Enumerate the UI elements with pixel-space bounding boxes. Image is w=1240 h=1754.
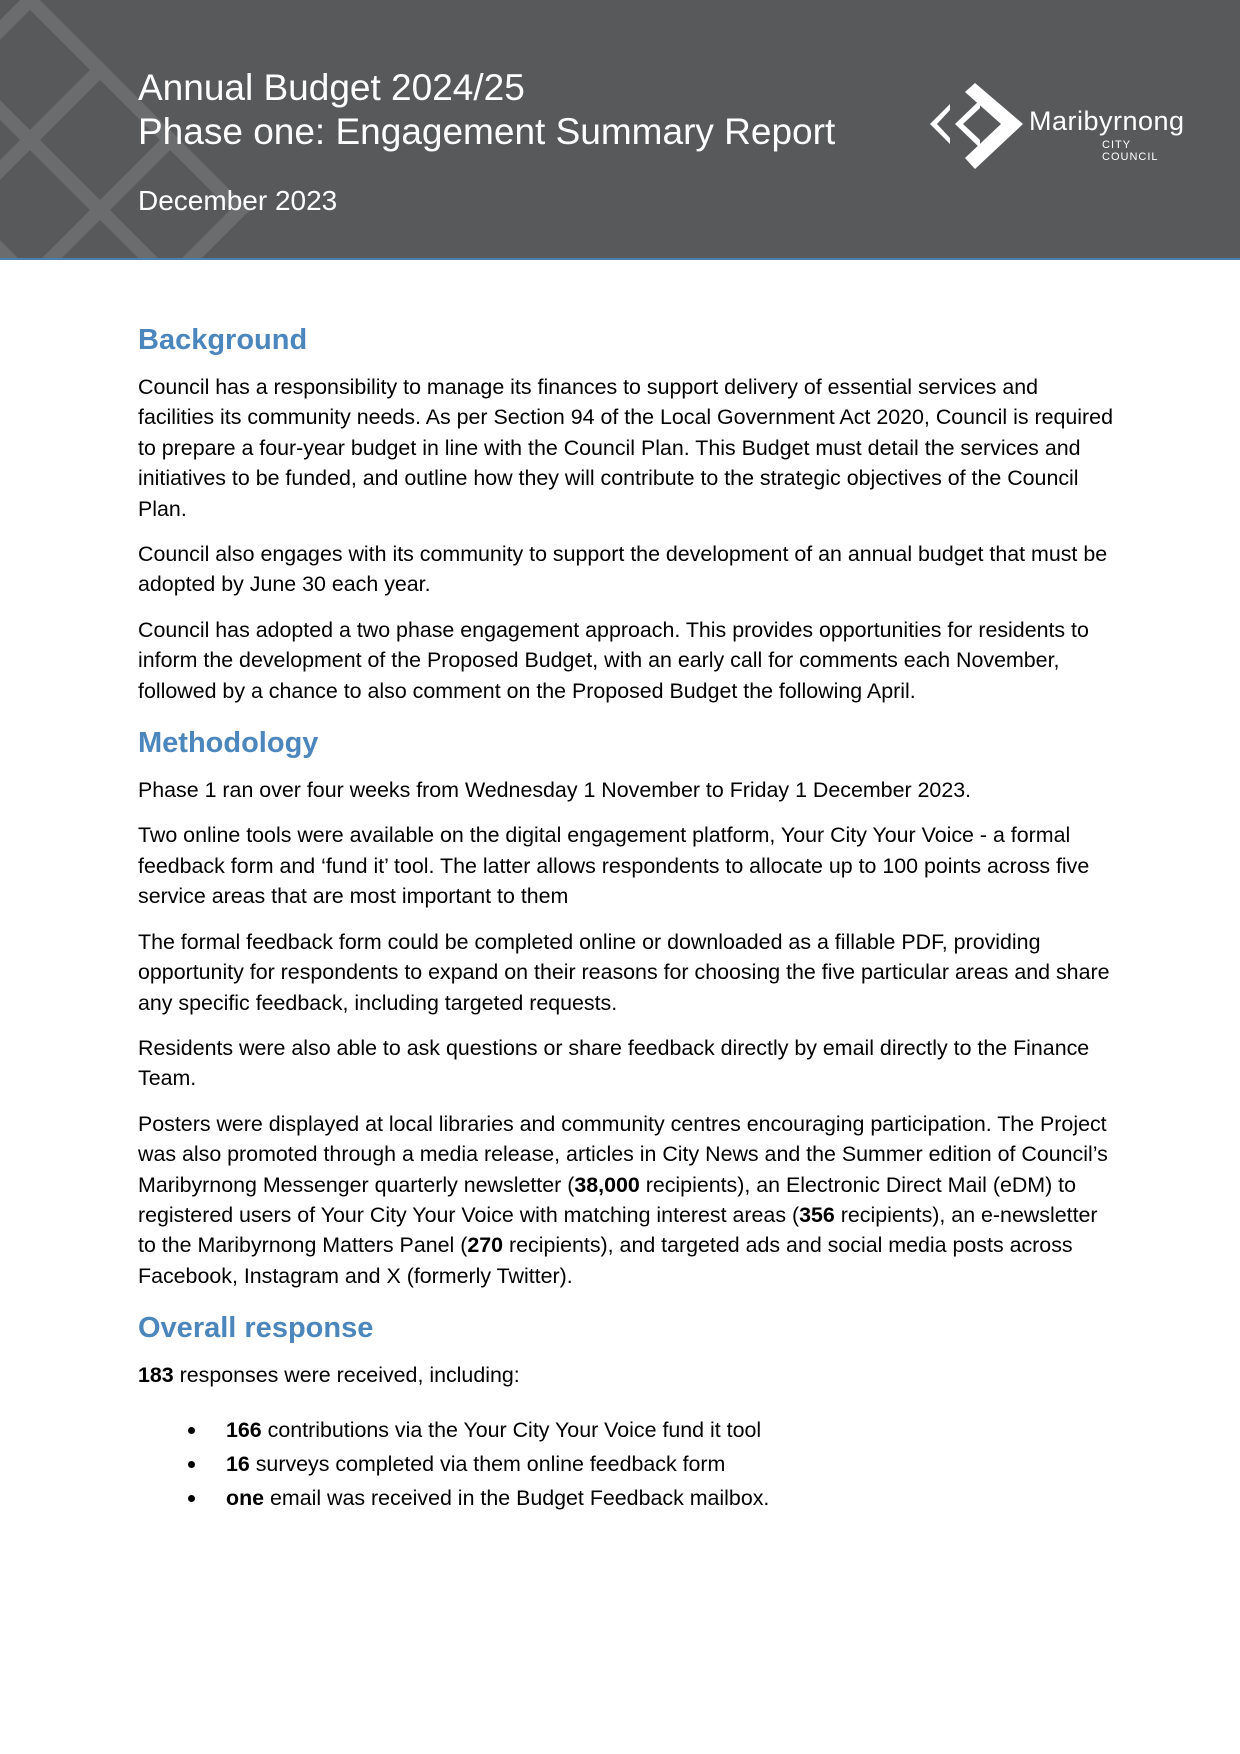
edm-recipients: 356 (799, 1202, 835, 1227)
item-text: surveys completed via them online feedback form (249, 1451, 726, 1476)
methodology-section (138, 721, 1118, 1291)
methodology-paragraph-5 (138, 1109, 1118, 1291)
methodology-paragraph-1: Phase 1 ran over four weeks from Wednesday 1 November to Friday 1 December 2023. (138, 778, 972, 803)
overall-response-section (138, 1306, 1118, 1514)
response-list (138, 1413, 1118, 1515)
item-count: one (226, 1485, 265, 1510)
title-line-2: Phase one: Engagement Summary Report (138, 111, 836, 152)
report-date: December 2023 (138, 185, 338, 216)
report-title (138, 66, 835, 154)
background-heading: Background (138, 324, 308, 356)
council-logo (925, 78, 1185, 173)
text-run: recipients), an Electronic Direct Mail (eDM) to registered users of Your City Your Voice with matching interest areas ( (138, 1172, 1077, 1227)
overall-response-lead (138, 1360, 1118, 1390)
methodology-paragraph-3: The formal feedback form could be completed online or downloaded as a fillable PDF, providing opportunity for respondents to expand on their reasons for choosing the five particular areas and share any specific feedback, including targeted requests. (138, 929, 1110, 1015)
panel-recipients: 270 (467, 1233, 504, 1258)
total-responses: 183 (138, 1363, 174, 1388)
text-run: recipients), and targeted ads and social media posts across Facebook, Instagram and X (formerly Twitter). (138, 1233, 1073, 1288)
logo-name: Maribyrnong (1029, 106, 1185, 136)
background-paragraph-3: Council has adopted a two phase engagement approach. This provides opportunities for residents to inform the development of the Proposed Budget, with an early call for comments each November, followed by a chance to also comment on the Proposed Budget the following April. (138, 617, 1089, 703)
methodology-heading: Methodology (138, 727, 319, 760)
newsletter-recipients: 38,000 (574, 1172, 640, 1197)
list-item (188, 1481, 1118, 1515)
overall-response-heading: Overall response (138, 1312, 374, 1345)
item-count: 166 (226, 1417, 262, 1442)
logo-mark-icon (925, 78, 1025, 173)
item-text: email was received in the Budget Feedback mailbox. (264, 1485, 770, 1510)
background-paragraph-2: Council also engages with its community to support the development of an annual budget that must be adopted by June 30 each year. (138, 542, 1108, 597)
report-body (138, 318, 1118, 1515)
text-run: Posters were displayed at local libraries and community centres encouraging participation. The Project was also promoted through a media release, articles in City News and the Summer edition of Council’s Maribyrnong Messenger quarterly newsletter ( (138, 1111, 1108, 1197)
item-text: contributions via the Your City Your Voice fund it tool (261, 1417, 762, 1442)
list-item (188, 1413, 1118, 1447)
methodology-paragraph-2: Two online tools were available on the digital engagement platform, Your City Your Voice - a formal feedback form and ‘fund it’ tool. The latter allows respondents to allocate up to 100 points across five service areas that are most important to them (138, 823, 1090, 909)
text-run: responses were received, including: (173, 1363, 520, 1388)
list-item (188, 1447, 1118, 1481)
text-run: recipients), an e-newsletter to the Maribyrnong Matters Panel ( (138, 1202, 1098, 1258)
logo-subtitle: CITY COUNCIL (1102, 139, 1159, 163)
background-paragraph-1: Council has a responsibility to manage its finances to support delivery of essential services and facilities its community needs. As per Section 94 of the Local Government Act 2020, Council is required to prepare a four-year budget in line with the Council Plan. This Budget must detail the services and initiatives to be funded, and outline how they will contribute to the strategic objectives of the Council Plan. (138, 375, 1113, 521)
background-section (138, 318, 1118, 706)
report-header (0, 0, 1240, 260)
title-line-1: Annual Budget 2024/25 (138, 67, 525, 108)
methodology-paragraph-4: Residents were also able to ask questions or share feedback directly by email directly to the Finance Team. (138, 1035, 1090, 1091)
item-count: 16 (226, 1451, 250, 1476)
